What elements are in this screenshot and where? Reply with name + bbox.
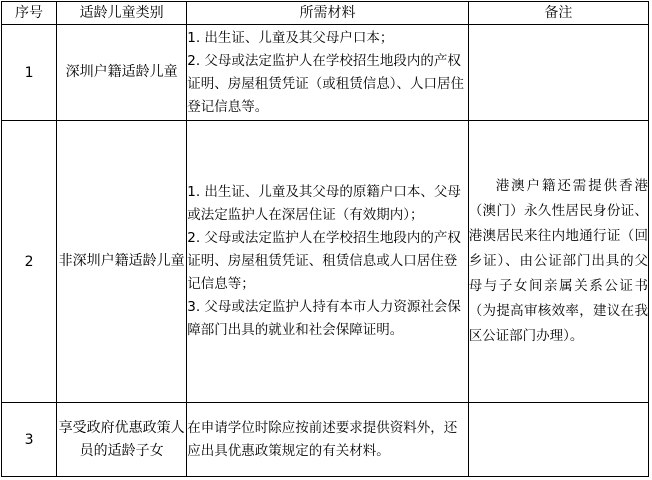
header-materials: 所需材料 <box>187 2 468 25</box>
row-category: 享受政府优惠政策人员的适龄子女 <box>57 403 187 477</box>
row-notes <box>468 121 648 403</box>
row-number: 3 <box>2 403 57 477</box>
document-table <box>1 1 649 477</box>
row-notes <box>468 25 648 121</box>
row-number: 1 <box>2 25 57 121</box>
material-item: 在申请学位时除应按前述要求提供资料外，还应出具优惠政策规定的有关材料。 <box>187 419 458 459</box>
row-materials <box>187 403 468 477</box>
material-item: 3. 父母或法定监护人持有本市人力资源社会保障部门出具的就业和社会保障证明。 <box>187 299 461 338</box>
header-no: 序号 <box>2 2 57 25</box>
notes-paragraph: 港澳户籍还需提供香港（澳门）永久性居民身份证、港澳居民来往内地通行证（回乡证）、由公证部门出具的父母与子女间亲属关系公证书（为提高审核效率，建议在我区公证部门办理）。 <box>468 178 648 344</box>
row-category: 非深圳户籍适龄儿童 <box>57 121 187 403</box>
row-materials <box>187 25 468 121</box>
row-number: 2 <box>2 121 57 403</box>
table-row <box>2 121 649 403</box>
header-notes: 备注 <box>468 2 648 25</box>
table-row <box>2 25 649 121</box>
material-item: 1. 出生证、儿童及其父母的原籍户口本、父母或法定监护人在深居住证（有效期内）； <box>187 184 461 223</box>
material-item: 1. 出生证、儿童及其父母户口本； <box>187 29 394 46</box>
header-row <box>2 2 649 25</box>
table-row <box>2 403 649 477</box>
header-category: 适龄儿童类别 <box>57 2 187 25</box>
material-item: 2. 父母或法定监护人在学校招生地段内的产权证明、房屋租赁凭证、租赁信息或人口居住登记信息等； <box>187 230 461 292</box>
material-item: 2. 父母或法定监护人在学校招生地段内的产权证明、房屋租赁凭证（或租赁信息）、人口居住登记信息等。 <box>187 52 465 115</box>
row-notes <box>468 403 648 477</box>
row-materials <box>187 121 468 403</box>
row-category: 深圳户籍适龄儿童 <box>57 25 187 121</box>
